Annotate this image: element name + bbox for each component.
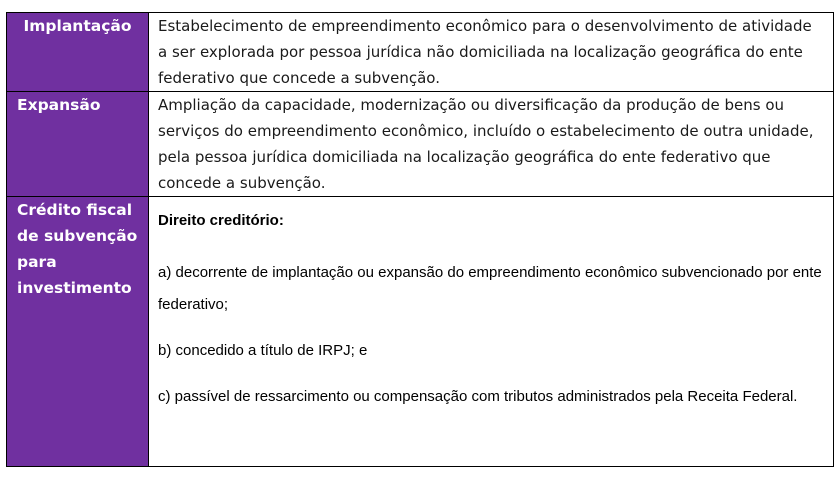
definition-cell: Ampliação da capacidade, modernização ou diversificação da produção de bens ou serviços do empreendimento econômico, incluído o estabelecimento de outra unidade, pela pessoa jurídica domiciliada na localização geográfica do ente federativo que concede a subvenção.	[149, 92, 834, 197]
table-row	[7, 13, 834, 92]
term-cell: Crédito fiscal de subvenção para investimento	[7, 197, 149, 467]
term-cell: Expansão	[7, 92, 149, 197]
definition-cell	[149, 197, 834, 467]
definitions-table	[6, 12, 834, 467]
table-row	[7, 197, 834, 467]
definition-item: b) concedido a título de IRPJ; e	[158, 342, 368, 359]
table-row	[7, 92, 834, 197]
definition-item: a) decorrente de implantação ou expansão do empreendimento econômico subvencionado por ente federativo;	[158, 264, 822, 313]
definition-item: c) passível de ressarcimento ou compensação com tributos administrados pela Receita Federal.	[158, 388, 798, 405]
definition-heading: Direito creditório:	[158, 212, 284, 229]
definition-cell: Estabelecimento de empreendimento econômico para o desenvolvimento de atividade a ser explorada por pessoa jurídica não domiciliada na localização geográfica do ente federativo que concede a subvenção.	[149, 13, 834, 92]
term-cell: Implantação	[7, 13, 149, 92]
